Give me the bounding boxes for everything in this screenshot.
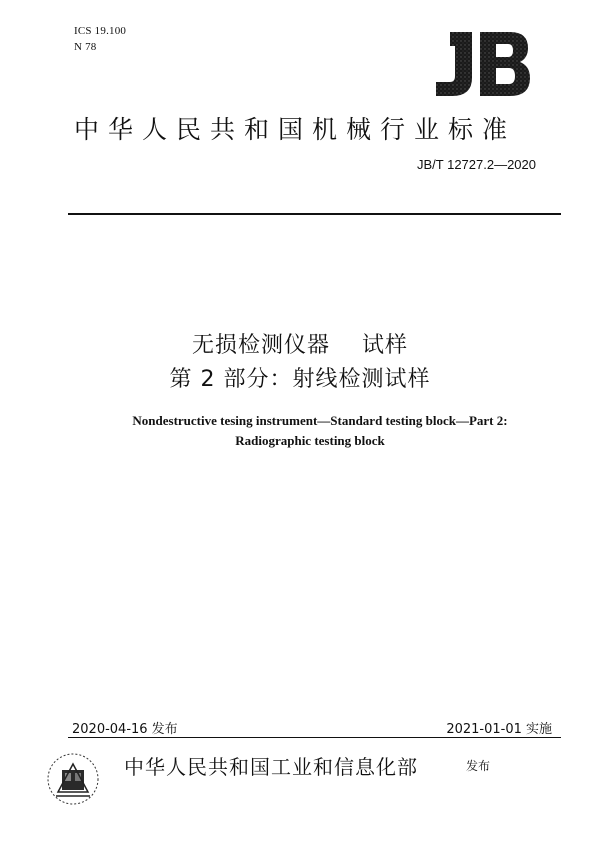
implementation-date: 2021-01-01 实施 — [446, 722, 552, 737]
title-english-line1: Nondestructive tesing instrument—Standard testing block—Part 2: — [132, 413, 508, 428]
ics-code: ICS 19.100 — [74, 25, 127, 37]
title-chinese-line1: 无损检测仪器 试样 — [192, 333, 408, 358]
title-english-line2: Radiographic testing block — [235, 433, 385, 448]
ministry-seal — [44, 750, 102, 808]
issue-date: 2020-04-16 发布 — [72, 722, 178, 737]
ccs-code: N 78 — [74, 41, 97, 53]
footer-divider — [68, 737, 561, 738]
header-divider — [68, 213, 561, 215]
title-chinese-line2: 第 2 部分：射线检测试样 — [169, 367, 431, 392]
organization-title: 中华人民共和国机械行业标准 — [74, 115, 517, 144]
standard-number: JB/T 12727.2—2020 — [416, 157, 536, 172]
jb-logo — [428, 28, 532, 100]
issuing-authority-suffix: 发布 — [466, 759, 491, 773]
issuing-authority: 中华人民共和国工业和信息化部 — [124, 755, 418, 779]
